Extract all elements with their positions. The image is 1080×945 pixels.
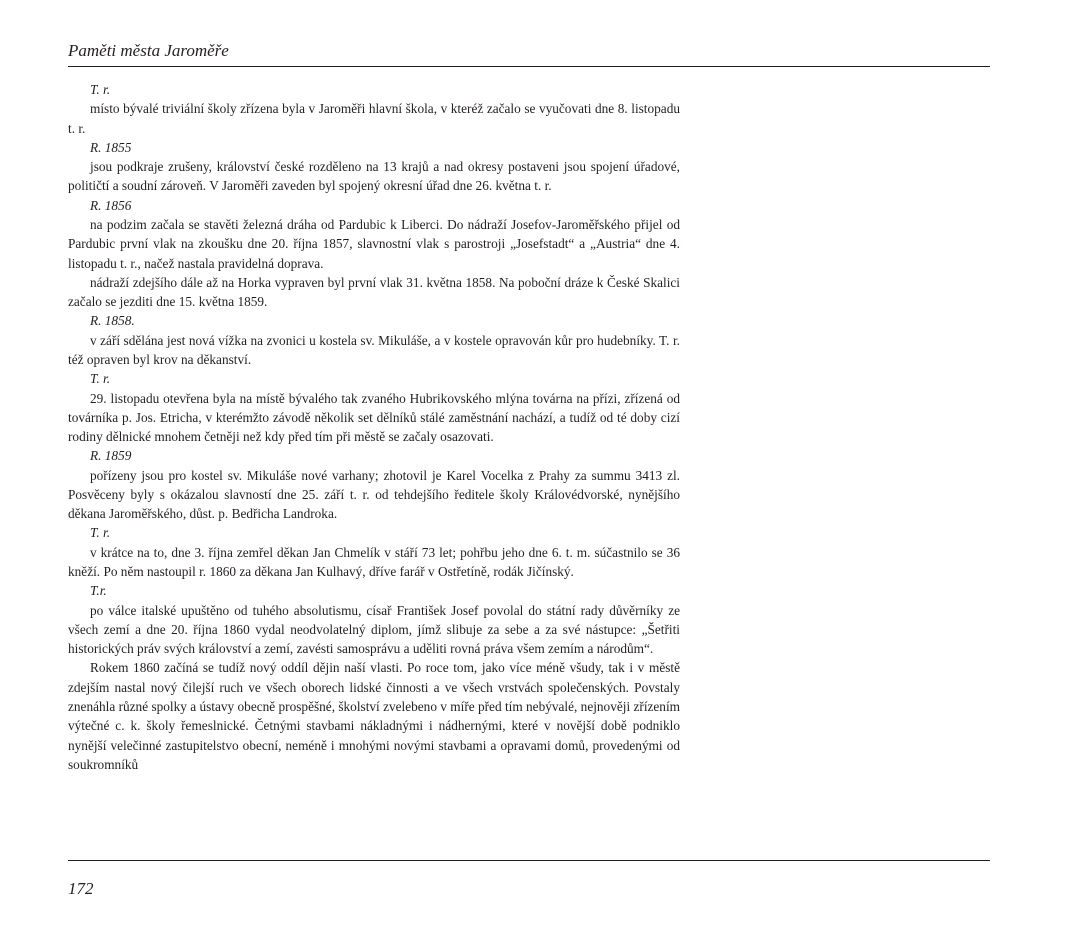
paragraph: místo bývalé triviální školy zřízena byla v Jaroměři hlavní škola, v kteréž začalo se vyučovati dne 8. listopadu t. r. xyxy=(68,101,680,136)
paragraph: 29. listopadu otevřena byla na místě bývalého tak zvaného Hubrikovského mlýna továrna na přízi, zřízená od továrníka p. Jos. Etricha, v kterémžto závodě několik set dělníků stálé zaměstnání nachází, a tudíž od té doby cizí rodiny dělnické mnohem četněji než kdy před tím při městě se začaly osazovati. xyxy=(68,390,680,445)
paragraph: Rokem 1860 začíná se tudíž nový oddíl dějin naší vlasti. Po roce tom, jako více méně všudy, tak i v městě zdejším nastal nový čilejší ruch ve všech oborech lidské činnosti a ve všech vrstvách společenských. Povstaly znenáhla různé spolky a ústavy obecně prospěšné, školství zvelebeno v míře před tím nebývalé, nejnověji zřízením výtečné c. k. školy řemeslnické. Četnými stavbami nákladnými i nádhernými, které v novější době podniklo nynější velečinné zastupitelstvo obecní, neméně i mnohými novými stavbami a opravami domů, provedenými od soukromníků xyxy=(68,660,680,772)
header-rule xyxy=(68,66,990,67)
footer-rule xyxy=(68,860,990,861)
paragraph: na podzim začala se stavěti železná dráha od Pardubic k Liberci. Do nádraží Josefov-Jaroměřského přijel od Pardubic první vlak na zkoušku dne 20. října 1857, slavnostní vlak s parostroji „Josefstadt“ a „Austria“ dne 4. listopadu t. r., načež nastala pravidelná doprava. xyxy=(68,216,680,271)
paragraph: nádraží zdejšího dále až na Horka vypraven byl první vlak 31. května 1858. Na poboční dráze k České Skalici začalo se jezditi dne 15. května 1859. xyxy=(68,274,680,310)
year-heading: T. r. xyxy=(90,371,111,387)
paragraph: po válce italské upuštěno od tuhého absolutismu, císař František Josef povolal do státní rady důvěrníky ze všech zemí a dne 20. října 1860 vydal neodvolatelný diplom, jímž slibuje za sebe a za své nástupce: „Šetřiti historických práv svých království a zemí, zavésti samosprávu a uděliti rovná práva všem zemím a národům“. xyxy=(68,602,680,657)
year-heading: R. 1855 xyxy=(90,139,132,155)
year-heading: R. 1856 xyxy=(90,197,132,213)
paragraph: jsou podkraje zrušeny, království české rozděleno na 13 krajů a nad okresy postaveni jsou spojení úřadové, političtí a soudní zároveň. V Jaroměři zaveden byl spojený okresní úřad dne 26. května t. r. xyxy=(68,159,680,194)
body-text xyxy=(68,80,680,774)
paragraph: v září sdělána jest nová vížka na zvonici u kostela sv. Mikuláše, a v kostele opravován kůr pro hudebníky. T. r. též opraven byl krov na děkanství. xyxy=(68,332,680,367)
running-head: Paměti města Jaroměře xyxy=(68,41,229,60)
year-heading: R. 1859 xyxy=(90,448,132,464)
paragraph: v krátce na to, dne 3. října zemřel děkan Jan Chmelík v stáří 73 let; pohřbu jeho dne 6. t. m. súčastnilo se 36 kněží. Po něm nastoupil r. 1860 za děkana Jan Kulhavý, dříve farář v Ostřetíně, rodák Jičínský. xyxy=(68,544,680,580)
year-heading: T. r. xyxy=(90,525,111,541)
year-heading: R. 1858. xyxy=(90,313,135,329)
page-number: 172 xyxy=(68,879,94,898)
year-heading: T. r. xyxy=(90,82,111,97)
paragraph: pořízeny jsou pro kostel sv. Mikuláše nové varhany; zhotovil je Karel Vocelka z Prahy za summu 3413 zl. Posvěceny byly s okázalou slavností dne 25. září t. r. od tehdejšího ředitele školy Královédvorské, nynějšího děkana Jaroměřského, důst. p. Bedřicha Landroka. xyxy=(68,467,680,522)
year-heading: T.r. xyxy=(90,583,107,599)
